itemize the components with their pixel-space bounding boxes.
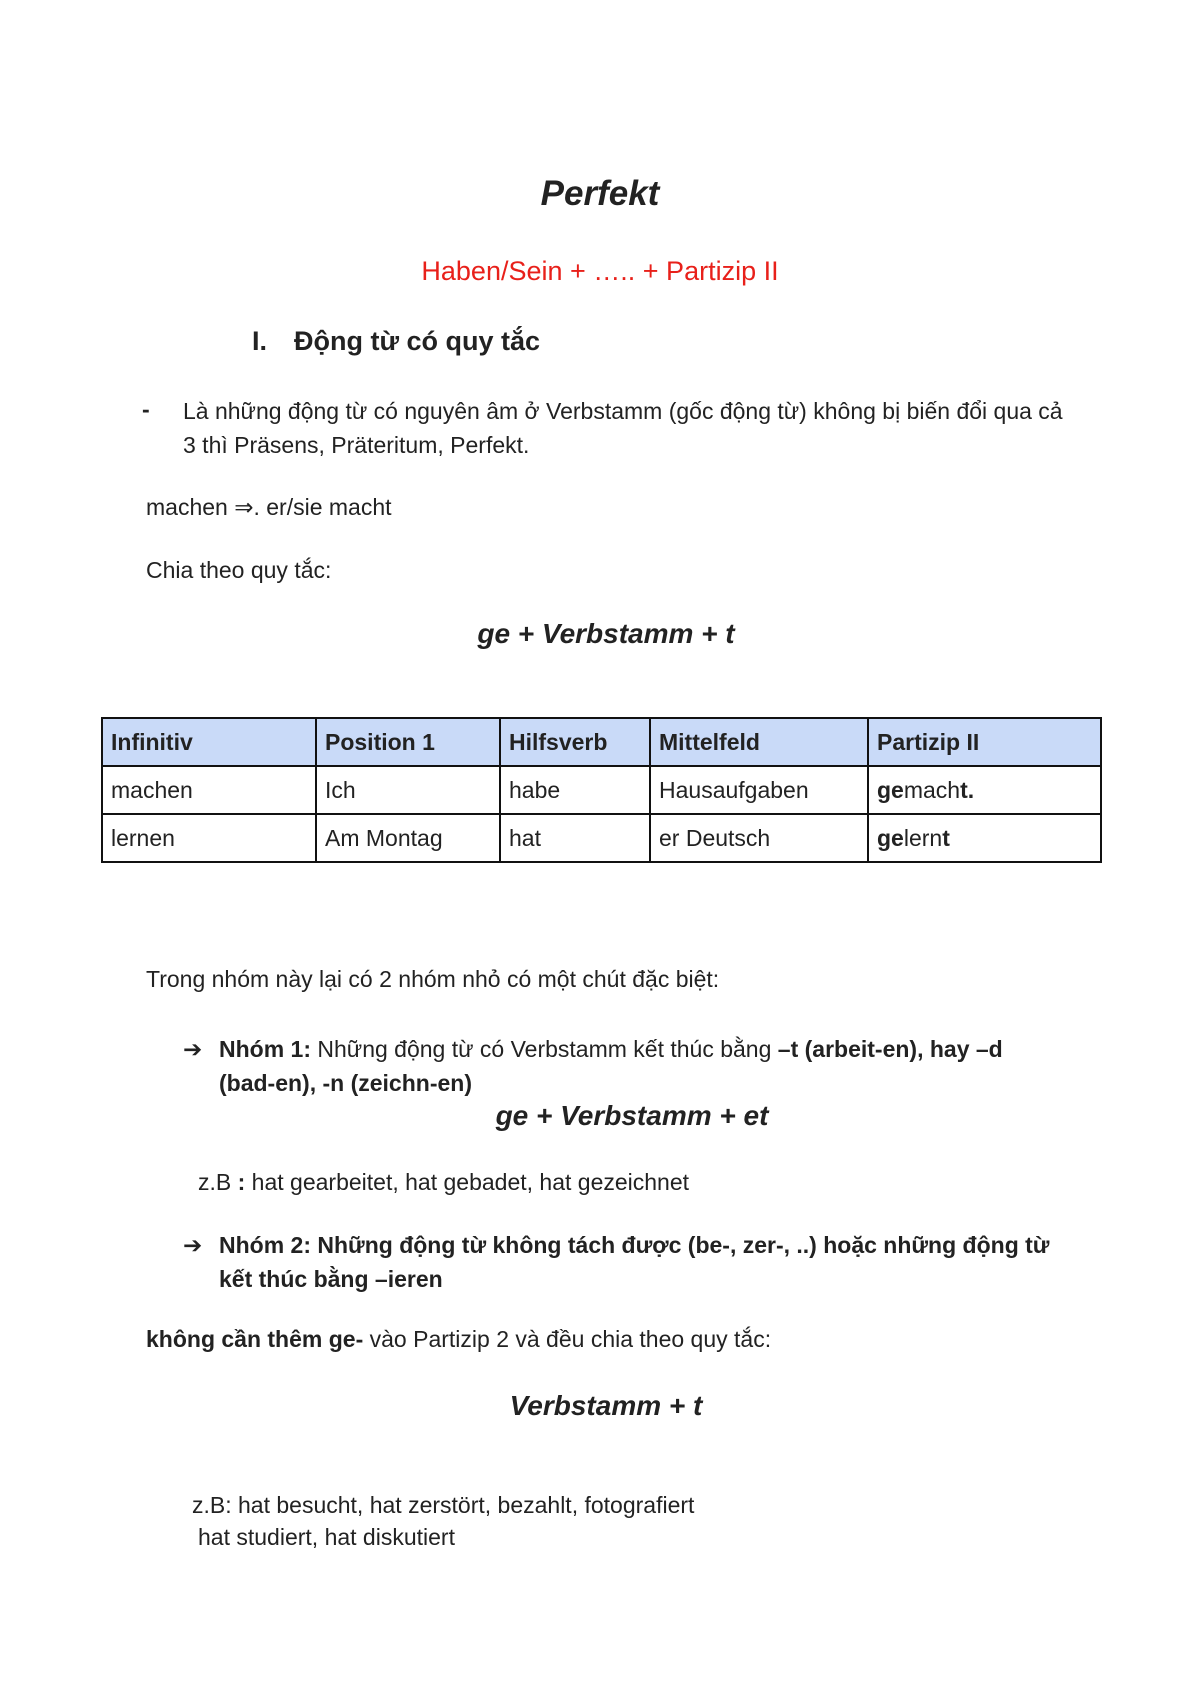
- table-row: [102, 814, 1101, 862]
- header-partizip: Partizip II: [868, 718, 1101, 766]
- arrow-icon: ➔: [183, 1232, 203, 1258]
- table-header-row: [102, 718, 1101, 766]
- cell-mittelfeld: Hausaufgaben: [650, 766, 868, 814]
- section-heading-text: Động từ có quy tắc: [294, 326, 541, 356]
- example-group1: [198, 1165, 689, 1199]
- header-infinitiv: Infinitiv: [102, 718, 316, 766]
- formula-regular: ge + Verbstamm + t: [477, 618, 735, 649]
- group1-item: [183, 1032, 1063, 1100]
- cell-partizip: [868, 814, 1101, 862]
- cell-position1: Am Montag: [316, 814, 500, 862]
- partizip-suffix: t.: [960, 776, 975, 803]
- table-row: [102, 766, 1101, 814]
- cell-hilfsverb: habe: [500, 766, 650, 814]
- bullet-dash: -: [142, 396, 150, 422]
- group1-text: [219, 1032, 1063, 1100]
- section-heading: [252, 326, 540, 357]
- header-hilfsverb: Hilfsverb: [500, 718, 650, 766]
- formula-subtitle: Haben/Sein + ….. + Partizip II: [421, 256, 779, 286]
- group2-rule: [146, 1322, 771, 1356]
- definition-paragraph: Là những động từ có nguyên âm ở Verbstamm (gốc động từ) không bị biến đổi qua cả 3 thì Präsens, Präteritum, Perfekt.: [183, 398, 1063, 458]
- group1-description: Những động từ có Verbstamm kết thúc bằng: [311, 1036, 778, 1062]
- header-position1: Position 1: [316, 718, 500, 766]
- cell-hilfsverb: hat: [500, 814, 650, 862]
- partizip-suffix: t: [942, 824, 950, 851]
- conjugation-table: [101, 717, 1102, 863]
- partizip-stem: mach: [903, 776, 961, 803]
- formula-group2: Verbstamm + t: [509, 1390, 703, 1421]
- group1-endings: –t (arbeit-en), hay –d (bad-en), -n (zeichn-en): [219, 1036, 1003, 1096]
- rule-intro: Chia theo quy tắc:: [146, 557, 332, 583]
- group2-item: [183, 1228, 1063, 1296]
- example-machen: machen ⇒. er/sie macht: [146, 494, 392, 520]
- zb1-prefix: z.B: [198, 1169, 238, 1195]
- arrow-icon: ➔: [183, 1036, 203, 1062]
- group2-rule-text: vào Partizip 2 và đều chia theo quy tắc:: [363, 1326, 772, 1352]
- partizip-stem: lern: [903, 824, 943, 851]
- cell-partizip: [868, 766, 1101, 814]
- partizip-prefix: ge: [877, 824, 904, 851]
- group2-rule-bold: không cần thêm ge-: [146, 1326, 364, 1352]
- section-number: I.: [252, 326, 268, 356]
- subgroups-intro: Trong nhóm này lại có 2 nhóm nhỏ có một chút đặc biệt:: [146, 966, 720, 992]
- group1-label: Nhóm 1:: [219, 1036, 311, 1062]
- zb1-text: hat gearbeitet, hat gebadet, hat gezeichnet: [245, 1169, 690, 1195]
- example-group2-line1: z.B: hat besucht, hat zerstört, bezahlt, fotografiert: [192, 1492, 695, 1518]
- cell-infinitiv: machen: [102, 766, 316, 814]
- formula-group1: ge + Verbstamm + et: [495, 1100, 769, 1131]
- cell-position1: Ich: [316, 766, 500, 814]
- header-mittelfeld: Mittelfeld: [650, 718, 868, 766]
- cell-infinitiv: lernen: [102, 814, 316, 862]
- page-title: Perfekt: [540, 174, 660, 213]
- zb1-colon: :: [237, 1169, 246, 1195]
- partizip-prefix: ge: [877, 776, 904, 803]
- cell-mittelfeld: er Deutsch: [650, 814, 868, 862]
- group2-text: Nhóm 2: Những động từ không tách được (be-, zer-, ..) hoặc những động từ kết thúc bằng –ieren: [219, 1232, 1050, 1292]
- example-group2-line2: hat studiert, hat diskutiert: [198, 1524, 455, 1550]
